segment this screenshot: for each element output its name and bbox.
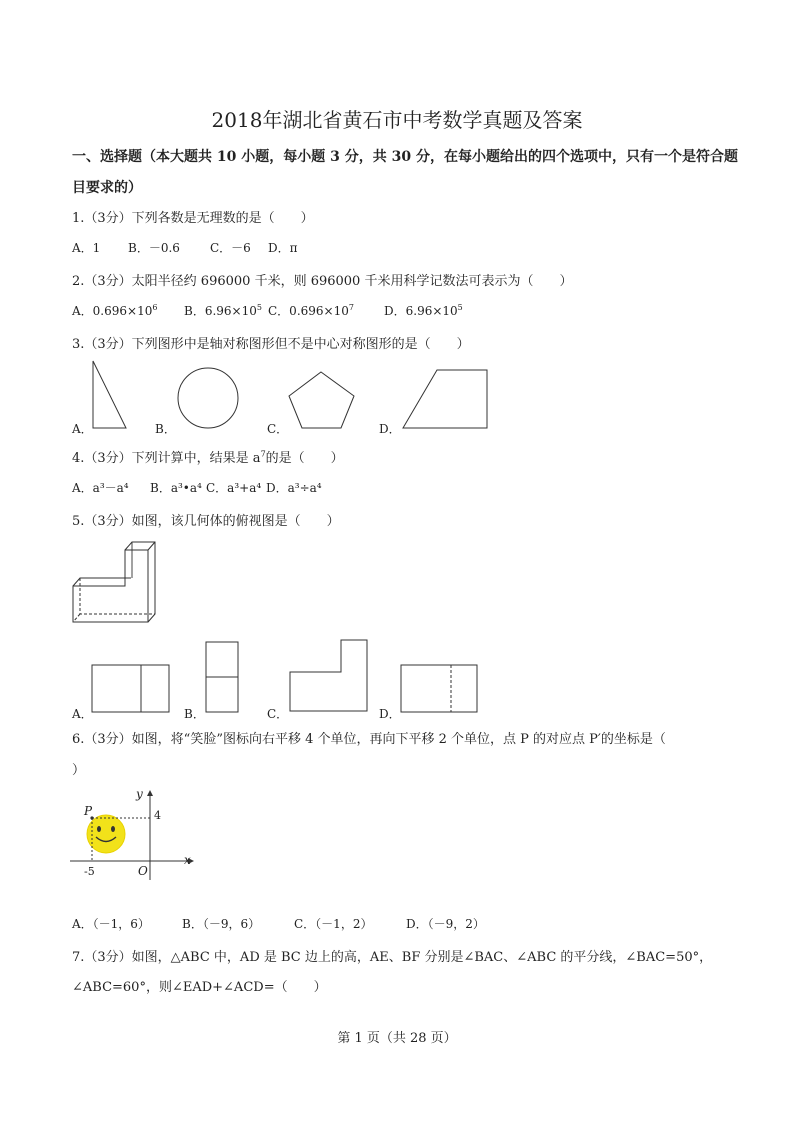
q5-label-d: D． (379, 707, 401, 721)
q6-option-c: C．（－1，2） (294, 917, 373, 931)
q4-stem: 4.（3分）下列计算中，结果是 $a^7$的是（ ） (72, 449, 344, 466)
q3-label-c: C． (267, 422, 289, 436)
q7-stem-line2: ∠ABC=60°，则∠EAD+∠ACD=（ ） (72, 980, 327, 995)
q6-origin-label: O (138, 864, 148, 878)
q6-point-p-label: P (84, 804, 93, 818)
q6-option-b: B．（－9，6） (182, 917, 261, 931)
q4-option-a: A．a³－a⁴ (72, 481, 129, 495)
section-heading-line1: 一、选择题（本大题共 10 小题，每小题 3 分，共 30 分，在每小题给出的四个选项中，只有一个是符合题 (72, 149, 738, 165)
q6-option-a: A．（－1，6） (72, 917, 150, 931)
q7-stem-line1: 7.（3分）如图，△ABC 中，AD 是 BC 边上的高，AE、BF 分别是∠BAC、∠ABC 的平分线，∠BAC=50°， (72, 950, 713, 965)
q3-stem: 3.（3分）下列图形中是轴对称图形但不是中心对称图形的是（ ） (72, 337, 470, 352)
q5-option-a-shape (92, 665, 169, 712)
q1-stem: 1.（3分）下列各数是无理数的是（ ） (72, 211, 314, 226)
q6-y-tick-label: 4 (154, 809, 161, 822)
q5-label-c: C． (267, 707, 289, 721)
q3-pentagon-shape (289, 372, 354, 428)
q6-stem-line1: 6.（3分）如图，将“笑脸”图标向右平移 4 个单位，再向下平移 2 个单位，点 P 的对应点 P′的坐标是（ (72, 732, 666, 747)
page-title: 2018年湖北省黄石市中考数学真题及答案 (211, 108, 583, 132)
section-heading-line2: 目要求的） (72, 180, 142, 196)
smiley-face-icon (87, 815, 125, 853)
q6-x-axis-label: x (184, 853, 191, 867)
q2-option-c: C．$0.696\times 10^7$ (268, 303, 354, 318)
q5-label-b: B． (184, 707, 205, 721)
q5-stem: 5.（3分）如图，该几何体的俯视图是（ ） (72, 514, 340, 529)
q2-option-a: A．$0.696\times 10^6$ (72, 303, 158, 318)
q3-label-b: B． (155, 422, 176, 436)
q4-option-d: D．a³÷a⁴ (266, 481, 322, 495)
q6-option-d: D．（－9，2） (406, 917, 485, 931)
q2-stem: 2.（3分）太阳半径约 696000 千米，则 696000 千米用科学记数法可表示为（ ） (72, 274, 573, 289)
q5-label-a: A． (72, 707, 93, 721)
q2-option-b: B．$6.96\times 10^5$ (184, 303, 262, 318)
q1-option-b: B．－0.6 (128, 241, 180, 255)
q3-right-triangle-shape (93, 361, 126, 428)
q3-label-a: A． (72, 422, 93, 436)
q6-y-axis-label: y (136, 787, 143, 801)
q4-option-c: C．a³+a⁴ (206, 481, 262, 495)
q5-option-c-shape (290, 640, 367, 711)
q5-solid-figure (70, 538, 170, 638)
q6-x-tick-label: -5 (84, 865, 95, 878)
q1-option-d: D．π (268, 241, 298, 255)
q1-option-a: A．1 (72, 241, 101, 255)
q3-trapezoid-shape (403, 370, 487, 428)
q4-option-b: B．a³•a⁴ (150, 481, 202, 495)
q5-option-d-shape (401, 665, 477, 712)
page-footer: 第 1 页（共 28 页） (337, 1031, 457, 1046)
q3-circle-shape (178, 368, 238, 428)
q5-option-b-shape (206, 642, 238, 712)
q6-stem-line2: ） (72, 763, 86, 778)
q1-option-c: C．－6 (210, 241, 251, 255)
q3-label-d: D． (379, 422, 401, 436)
q2-option-d: D．$6.96\times 10^5$ (384, 303, 463, 318)
